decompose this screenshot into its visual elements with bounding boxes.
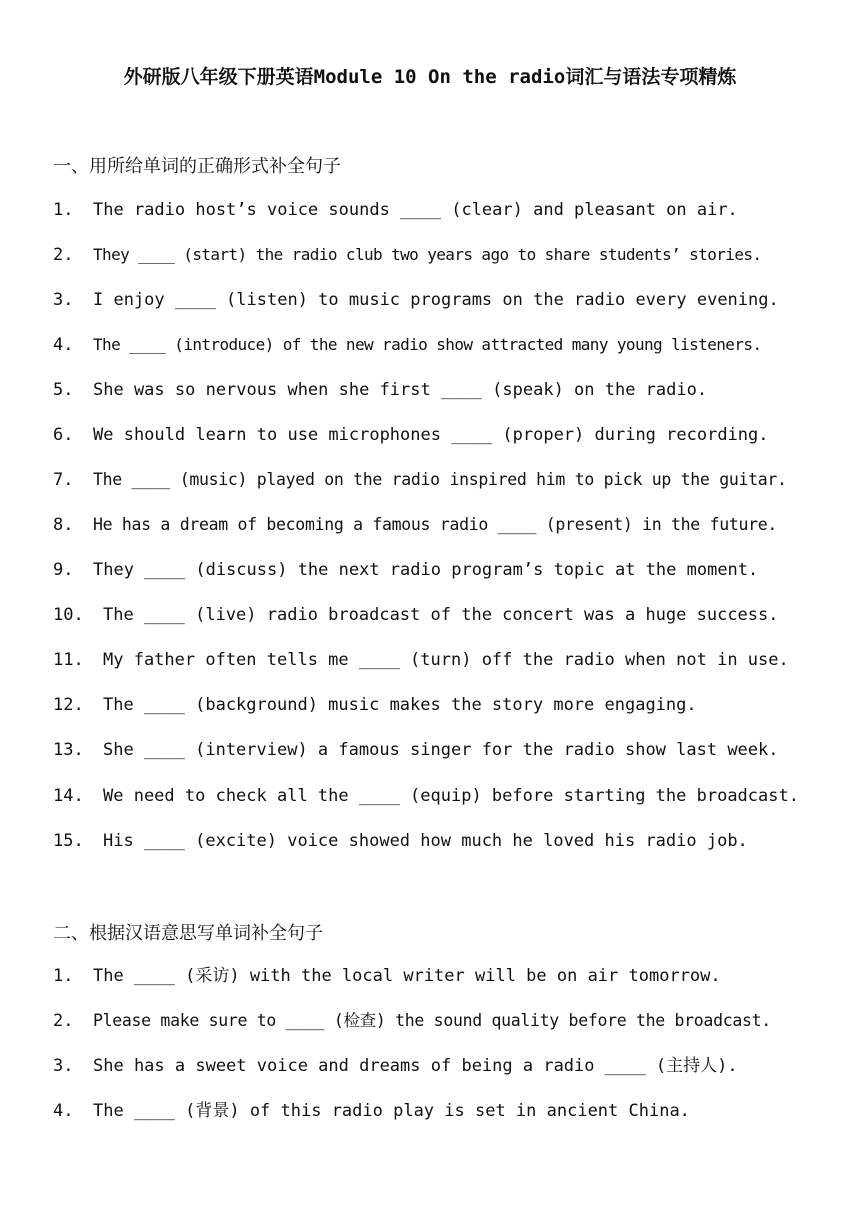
- item-text: The ____ (background) music makes the story more engaging.: [103, 695, 697, 715]
- exercise-item: [53, 468, 787, 492]
- item-text: Please make sure to ____ (检查) the sound quality before the broadcast.: [93, 1011, 771, 1030]
- exercise-item: [53, 333, 761, 357]
- exercise-item: [53, 558, 758, 582]
- item-text: They ____ (discuss) the next radio program’s topic at the moment.: [93, 560, 759, 580]
- item-number: 10.: [53, 605, 84, 625]
- item-number: 13.: [53, 740, 84, 760]
- item-number: 2.: [53, 245, 74, 265]
- exercise-item: [53, 829, 748, 853]
- item-text: My father often tells me ____ (turn) off the radio when not in use.: [103, 650, 789, 670]
- item-text: I enjoy ____ (listen) to music programs on the radio every evening.: [93, 290, 779, 310]
- item-text: The ____ (music) played on the radio inspired him to pick up the guitar.: [93, 470, 787, 489]
- item-text: We should learn to use microphones ____ (proper) during recording.: [93, 425, 769, 445]
- section-1-heading: 一、用所给单词的正确形式补全句子: [53, 156, 341, 177]
- item-text: The ____ (背景) of this radio play is set in ancient China.: [93, 1101, 690, 1121]
- exercise-item: [53, 738, 779, 762]
- item-number: 15.: [53, 831, 84, 851]
- exercise-item: [53, 1009, 771, 1033]
- item-number: 14.: [53, 786, 84, 806]
- item-number: 2.: [53, 1011, 74, 1031]
- item-text: His ____ (excite) voice showed how much he loved his radio job.: [103, 831, 748, 851]
- item-number: 1.: [53, 200, 74, 220]
- exercise-item: [53, 693, 697, 717]
- exercise-item: [53, 378, 707, 402]
- exercise-item: [53, 964, 721, 988]
- item-number: 4.: [53, 335, 74, 355]
- item-text: The radio host’s voice sounds ____ (clear) and pleasant on air.: [93, 200, 738, 220]
- exercise-item: [53, 1099, 690, 1123]
- item-number: 6.: [53, 425, 74, 445]
- item-text: She has a sweet voice and dreams of being a radio ____ (主持人).: [93, 1056, 738, 1076]
- item-number: 3.: [53, 1056, 74, 1076]
- item-text: The ____ (introduce) of the new radio show attracted many young listeners.: [93, 335, 762, 354]
- exercise-item: [53, 288, 779, 312]
- exercise-item: [53, 648, 789, 672]
- item-number: 11.: [53, 650, 84, 670]
- exercise-item: [53, 423, 769, 447]
- item-number: 3.: [53, 290, 74, 310]
- item-number: 12.: [53, 695, 84, 715]
- item-text: The ____ (采访) with the local writer will be on air tomorrow.: [93, 966, 721, 986]
- item-number: 5.: [53, 380, 74, 400]
- item-text: She was so nervous when she first ____ (speak) on the radio.: [93, 380, 708, 400]
- item-number: 9.: [53, 560, 74, 580]
- section-2-heading: 二、根据汉语意思写单词补全句子: [53, 923, 323, 944]
- item-number: 7.: [53, 470, 74, 490]
- item-number: 1.: [53, 966, 74, 986]
- item-text: He has a dream of becoming a famous radio ____ (present) in the future.: [93, 515, 778, 534]
- item-number: 4.: [53, 1101, 74, 1121]
- document-title: 外研版八年级下册英语Module 10 On the radio词汇与语法专项精炼: [123, 66, 737, 88]
- item-text: She ____ (interview) a famous singer for the radio show last week.: [103, 740, 779, 760]
- item-text: We need to check all the ____ (equip) before starting the broadcast.: [103, 786, 799, 806]
- exercise-item: [53, 1054, 738, 1078]
- item-text: The ____ (live) radio broadcast of the concert was a huge success.: [103, 605, 779, 625]
- exercise-item: [53, 784, 799, 808]
- exercise-item: [53, 243, 761, 267]
- exercise-item: [53, 603, 779, 627]
- exercise-item: [53, 198, 738, 222]
- item-number: 8.: [53, 515, 74, 535]
- exercise-item: [53, 513, 777, 537]
- item-text: They ____ (start) the radio club two years ago to share students’ stories.: [93, 245, 762, 264]
